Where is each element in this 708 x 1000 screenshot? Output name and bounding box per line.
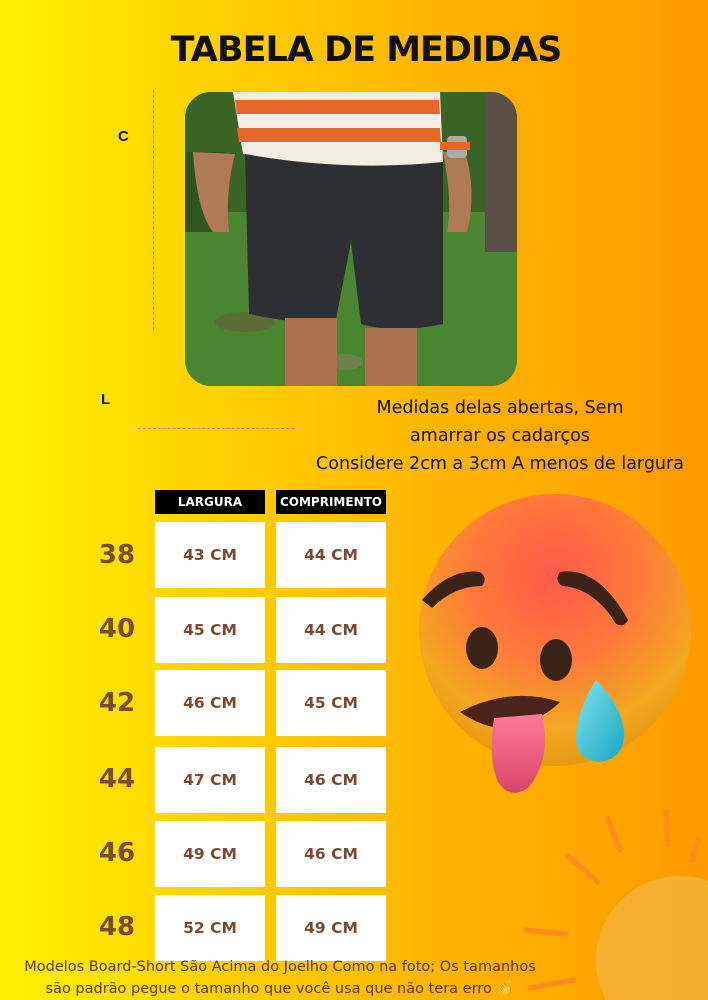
largura-cell: 45 CM <box>155 597 265 663</box>
note-line: Considere 2cm a 3cm A menos de largura <box>316 454 684 474</box>
width-marker-label: L <box>101 391 111 408</box>
comprimento-cell: 44 CM <box>276 522 386 588</box>
size-label: 38 <box>98 540 136 570</box>
size-label: 42 <box>98 688 136 718</box>
hot-face-emoji-icon <box>410 490 700 810</box>
header-largura: LARGURA <box>155 490 265 514</box>
width-guide-line <box>138 428 294 429</box>
comprimento-cell: 46 CM <box>276 747 386 813</box>
size-label: 48 <box>98 912 136 942</box>
comprimento-cell: 44 CM <box>276 597 386 663</box>
largura-cell: 49 CM <box>155 821 265 887</box>
comprimento-cell: 45 CM <box>276 670 386 736</box>
size-label: 40 <box>98 614 136 644</box>
size-label: 44 <box>98 764 136 794</box>
header-comprimento: COMPRIMENTO <box>276 490 386 514</box>
largura-cell: 43 CM <box>155 522 265 588</box>
measurement-note <box>300 394 700 478</box>
note-line: amarrar os cadarços <box>410 426 590 446</box>
largura-cell: 47 CM <box>155 747 265 813</box>
length-guide-line <box>153 90 154 330</box>
comprimento-cell: 46 CM <box>276 821 386 887</box>
page-title: TABELA DE MEDIDAS <box>170 30 562 70</box>
footer-line: Modelos Board-Short São Acima do Joelho Como na foto; Os tamanhos <box>24 959 536 975</box>
length-marker-label: C <box>118 128 129 145</box>
footer-line: são padrão pegue o tamanho que você usa que não tera erro 👏 <box>45 981 515 997</box>
footer-note <box>0 956 560 1000</box>
note-line: Medidas delas abertas, Sem <box>376 398 624 418</box>
product-photo <box>185 92 517 386</box>
comprimento-cell: 49 CM <box>276 895 386 961</box>
size-label: 46 <box>98 838 136 868</box>
largura-cell: 52 CM <box>155 895 265 961</box>
largura-cell: 46 CM <box>155 670 265 736</box>
